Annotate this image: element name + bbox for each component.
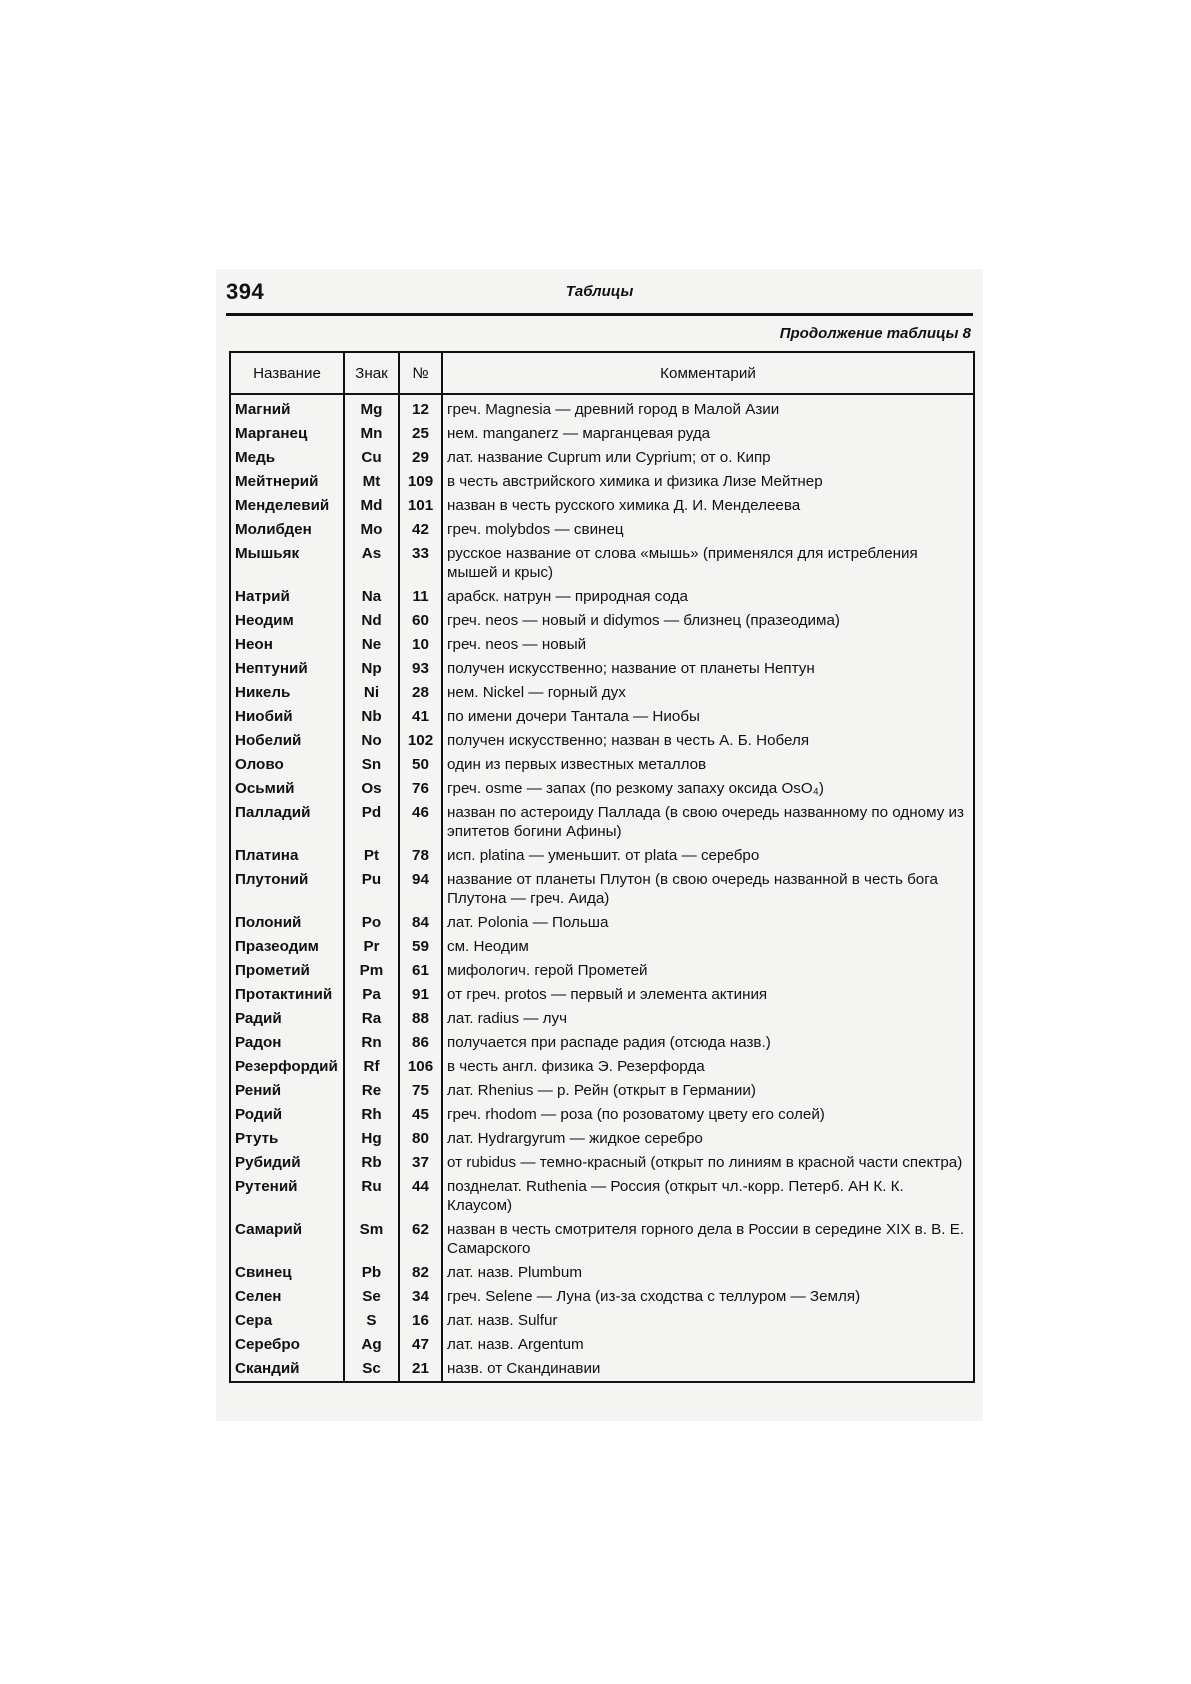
atomic-number-cell: 46 (399, 801, 442, 844)
atomic-number-cell: 84 (399, 911, 442, 935)
element-name-cell: Селен (230, 1285, 344, 1309)
etymology-comment-cell: назван по астероиду Паллада (в свою очередь названному по одному из эпитетов богини Афины) (442, 801, 974, 844)
table-row (230, 518, 974, 542)
element-symbol-cell: Rf (344, 1055, 399, 1079)
atomic-number-cell: 37 (399, 1151, 442, 1175)
element-symbol-cell: Nb (344, 705, 399, 729)
atomic-number-cell: 78 (399, 844, 442, 868)
etymology-comment-cell: лат. Polonia — Польша (442, 911, 974, 935)
element-symbol-cell: Na (344, 585, 399, 609)
element-name-cell: Радон (230, 1031, 344, 1055)
table-row (230, 446, 974, 470)
etymology-comment-cell: по имени дочери Тантала — Ниобы (442, 705, 974, 729)
element-name-cell: Натрий (230, 585, 344, 609)
table-row (230, 1218, 974, 1261)
running-title: Таблицы (565, 283, 634, 300)
element-name-cell: Осьмий (230, 777, 344, 801)
atomic-number-cell: 45 (399, 1103, 442, 1127)
element-name-cell: Прометий (230, 959, 344, 983)
etymology-comment-cell: один из первых известных металлов (442, 753, 974, 777)
column-header-name: Название (230, 352, 344, 394)
element-name-cell: Мышьяк (230, 542, 344, 585)
etymology-comment-cell: лат. Rhenius — р. Рейн (открыт в Германии) (442, 1079, 974, 1103)
element-name-cell: Скандий (230, 1357, 344, 1382)
atomic-number-cell: 86 (399, 1031, 442, 1055)
atomic-number-cell: 47 (399, 1333, 442, 1357)
atomic-number-cell: 25 (399, 422, 442, 446)
element-symbol-cell: Ra (344, 1007, 399, 1031)
element-symbol-cell: Po (344, 911, 399, 935)
element-symbol-cell: Nd (344, 609, 399, 633)
atomic-number-cell: 59 (399, 935, 442, 959)
element-symbol-cell: Ag (344, 1333, 399, 1357)
etymology-comment-cell: греч. osme — запах (по резкому запаху оксида OsO₄) (442, 777, 974, 801)
atomic-number-cell: 61 (399, 959, 442, 983)
element-symbol-cell: Os (344, 777, 399, 801)
table-row (230, 1031, 974, 1055)
element-name-cell: Радий (230, 1007, 344, 1031)
etymology-comment-cell: лат. radius — луч (442, 1007, 974, 1031)
book-page (216, 269, 983, 1421)
table-row (230, 1357, 974, 1382)
element-symbol-cell: Hg (344, 1127, 399, 1151)
etymology-comment-cell: позднелат. Ruthenia — Россия (открыт чл.-корр. Петерб. АН К. К. Клаусом) (442, 1175, 974, 1218)
etymology-comment-cell: в честь австрийского химика и физика Лизе Мейтнер (442, 470, 974, 494)
element-name-cell: Менделевий (230, 494, 344, 518)
element-name-cell: Самарий (230, 1218, 344, 1261)
etymology-comment-cell: получен искусственно; название от планеты Нептун (442, 657, 974, 681)
element-name-cell: Рений (230, 1079, 344, 1103)
etymology-comment-cell: лат. назв. Plumbum (442, 1261, 974, 1285)
table-row (230, 801, 974, 844)
atomic-number-cell: 91 (399, 983, 442, 1007)
table-row (230, 729, 974, 753)
atomic-number-cell: 102 (399, 729, 442, 753)
etymology-comment-cell: лат. назв. Argentum (442, 1333, 974, 1357)
atomic-number-cell: 42 (399, 518, 442, 542)
table-row (230, 777, 974, 801)
table-row (230, 1127, 974, 1151)
etymology-comment-cell: нем. Nickel — горный дух (442, 681, 974, 705)
element-name-cell: Олово (230, 753, 344, 777)
atomic-number-cell: 50 (399, 753, 442, 777)
element-name-cell: Марганец (230, 422, 344, 446)
element-symbol-cell: Md (344, 494, 399, 518)
atomic-number-cell: 106 (399, 1055, 442, 1079)
table-row (230, 1103, 974, 1127)
atomic-number-cell: 80 (399, 1127, 442, 1151)
page-number: 394 (226, 279, 265, 304)
element-name-cell: Нептуний (230, 657, 344, 681)
table-row (230, 1055, 974, 1079)
elements-table (229, 351, 975, 1383)
table-row (230, 494, 974, 518)
element-symbol-cell: Pu (344, 868, 399, 911)
atomic-number-cell: 94 (399, 868, 442, 911)
element-symbol-cell: S (344, 1309, 399, 1333)
etymology-comment-cell: русское название от слова «мышь» (применялся для истребления мышей и крыс) (442, 542, 974, 585)
element-symbol-cell: Mn (344, 422, 399, 446)
table-row (230, 394, 974, 422)
atomic-number-cell: 93 (399, 657, 442, 681)
element-name-cell: Медь (230, 446, 344, 470)
etymology-comment-cell: исп. platina — уменьшит. от plata — серебро (442, 844, 974, 868)
element-name-cell: Неон (230, 633, 344, 657)
element-name-cell: Свинец (230, 1261, 344, 1285)
element-name-cell: Рубидий (230, 1151, 344, 1175)
atomic-number-cell: 88 (399, 1007, 442, 1031)
element-symbol-cell: Rb (344, 1151, 399, 1175)
etymology-comment-cell: см. Неодим (442, 935, 974, 959)
element-name-cell: Ртуть (230, 1127, 344, 1151)
etymology-comment-cell: греч. Selene — Луна (из-за сходства с теллуром — Земля) (442, 1285, 974, 1309)
element-name-cell: Палладий (230, 801, 344, 844)
element-symbol-cell: Mo (344, 518, 399, 542)
atomic-number-cell: 29 (399, 446, 442, 470)
table-row (230, 657, 974, 681)
element-name-cell: Нобелий (230, 729, 344, 753)
element-symbol-cell: Pd (344, 801, 399, 844)
element-symbol-cell: Rh (344, 1103, 399, 1127)
etymology-comment-cell: лат. Hydrargyrum — жидкое серебро (442, 1127, 974, 1151)
atomic-number-cell: 75 (399, 1079, 442, 1103)
element-symbol-cell: No (344, 729, 399, 753)
etymology-comment-cell: от rubidus — темно-красный (открыт по линиям в красной части спектра) (442, 1151, 974, 1175)
element-symbol-cell: Mg (344, 394, 399, 422)
table-header (230, 352, 974, 394)
etymology-comment-cell: лат. назв. Sulfur (442, 1309, 974, 1333)
table-row (230, 935, 974, 959)
table-body (230, 394, 974, 1382)
element-name-cell: Протактиний (230, 983, 344, 1007)
element-name-cell: Серебро (230, 1333, 344, 1357)
etymology-comment-cell: получен искусственно; назван в честь А. Б. Нобеля (442, 729, 974, 753)
element-name-cell: Родий (230, 1103, 344, 1127)
atomic-number-cell: 28 (399, 681, 442, 705)
atomic-number-cell: 12 (399, 394, 442, 422)
etymology-comment-cell: нем. manganerz — марганцевая руда (442, 422, 974, 446)
element-name-cell: Ниобий (230, 705, 344, 729)
etymology-comment-cell: назван в честь русского химика Д. И. Менделеева (442, 494, 974, 518)
element-name-cell: Никель (230, 681, 344, 705)
element-name-cell: Молибден (230, 518, 344, 542)
etymology-comment-cell: греч. Magnesia — древний город в Малой Азии (442, 394, 974, 422)
table-row (230, 542, 974, 585)
table-row (230, 868, 974, 911)
table-row (230, 633, 974, 657)
table-row (230, 959, 974, 983)
column-header-number: № (399, 352, 442, 394)
element-symbol-cell: Sc (344, 1357, 399, 1382)
table-row (230, 983, 974, 1007)
table-row (230, 470, 974, 494)
element-symbol-cell: Sm (344, 1218, 399, 1261)
atomic-number-cell: 21 (399, 1357, 442, 1382)
element-symbol-cell: Ne (344, 633, 399, 657)
element-symbol-cell: Sn (344, 753, 399, 777)
element-symbol-cell: Re (344, 1079, 399, 1103)
table-row (230, 753, 974, 777)
element-name-cell: Сера (230, 1309, 344, 1333)
table-row (230, 1151, 974, 1175)
element-name-cell: Неодим (230, 609, 344, 633)
column-header-comment: Комментарий (442, 352, 974, 394)
etymology-comment-cell: греч. neos — новый и didymos — близнец (празеодима) (442, 609, 974, 633)
element-name-cell: Празеодим (230, 935, 344, 959)
element-symbol-cell: Rn (344, 1031, 399, 1055)
etymology-comment-cell: получается при распаде радия (отсюда назв.) (442, 1031, 974, 1055)
element-name-cell: Мейтнерий (230, 470, 344, 494)
table-caption: Продолжение таблицы 8 (779, 325, 971, 342)
atomic-number-cell: 10 (399, 633, 442, 657)
table-row (230, 609, 974, 633)
etymology-comment-cell: назв. от Скандинавии (442, 1357, 974, 1382)
element-symbol-cell: Pm (344, 959, 399, 983)
element-name-cell: Магний (230, 394, 344, 422)
atomic-number-cell: 44 (399, 1175, 442, 1218)
atomic-number-cell: 33 (399, 542, 442, 585)
table-row (230, 585, 974, 609)
element-name-cell: Полоний (230, 911, 344, 935)
etymology-comment-cell: название от планеты Плутон (в свою очередь названной в честь бога Плутона — греч. Аида) (442, 868, 974, 911)
atomic-number-cell: 109 (399, 470, 442, 494)
atomic-number-cell: 76 (399, 777, 442, 801)
element-symbol-cell: Cu (344, 446, 399, 470)
element-symbol-cell: As (344, 542, 399, 585)
etymology-comment-cell: от греч. protos — первый и элемента актиния (442, 983, 974, 1007)
element-symbol-cell: Np (344, 657, 399, 681)
table-row (230, 681, 974, 705)
element-symbol-cell: Pt (344, 844, 399, 868)
etymology-comment-cell: мифологич. герой Прометей (442, 959, 974, 983)
etymology-comment-cell: в честь англ. физика Э. Резерфорда (442, 1055, 974, 1079)
table-row (230, 1079, 974, 1103)
atomic-number-cell: 60 (399, 609, 442, 633)
element-symbol-cell: Ni (344, 681, 399, 705)
etymology-comment-cell: греч. molybdos — свинец (442, 518, 974, 542)
table-row (230, 1309, 974, 1333)
element-name-cell: Рутений (230, 1175, 344, 1218)
table-row (230, 1007, 974, 1031)
etymology-comment-cell: назван в честь смотрителя горного дела в России в середине XIX в. В. Е. Самарского (442, 1218, 974, 1261)
atomic-number-cell: 34 (399, 1285, 442, 1309)
table-row (230, 705, 974, 729)
table-row (230, 844, 974, 868)
element-name-cell: Резерфордий (230, 1055, 344, 1079)
atomic-number-cell: 101 (399, 494, 442, 518)
etymology-comment-cell: лат. название Cuprum или Cyprium; от о. Кипр (442, 446, 974, 470)
table-row (230, 911, 974, 935)
table-row (230, 1333, 974, 1357)
element-symbol-cell: Pa (344, 983, 399, 1007)
atomic-number-cell: 41 (399, 705, 442, 729)
element-symbol-cell: Ru (344, 1175, 399, 1218)
table-row (230, 1175, 974, 1218)
element-symbol-cell: Pr (344, 935, 399, 959)
table-row (230, 1261, 974, 1285)
table-row (230, 1285, 974, 1309)
page-header (226, 279, 973, 316)
element-name-cell: Платина (230, 844, 344, 868)
etymology-comment-cell: арабск. натрун — природная сода (442, 585, 974, 609)
etymology-comment-cell: греч. neos — новый (442, 633, 974, 657)
etymology-comment-cell: греч. rhodom — роза (по розоватому цвету его солей) (442, 1103, 974, 1127)
element-symbol-cell: Pb (344, 1261, 399, 1285)
atomic-number-cell: 11 (399, 585, 442, 609)
column-header-symbol: Знак (344, 352, 399, 394)
element-name-cell: Плутоний (230, 868, 344, 911)
element-symbol-cell: Mt (344, 470, 399, 494)
atomic-number-cell: 62 (399, 1218, 442, 1261)
element-symbol-cell: Se (344, 1285, 399, 1309)
atomic-number-cell: 16 (399, 1309, 442, 1333)
header-row (230, 352, 974, 394)
atomic-number-cell: 82 (399, 1261, 442, 1285)
table-row (230, 422, 974, 446)
